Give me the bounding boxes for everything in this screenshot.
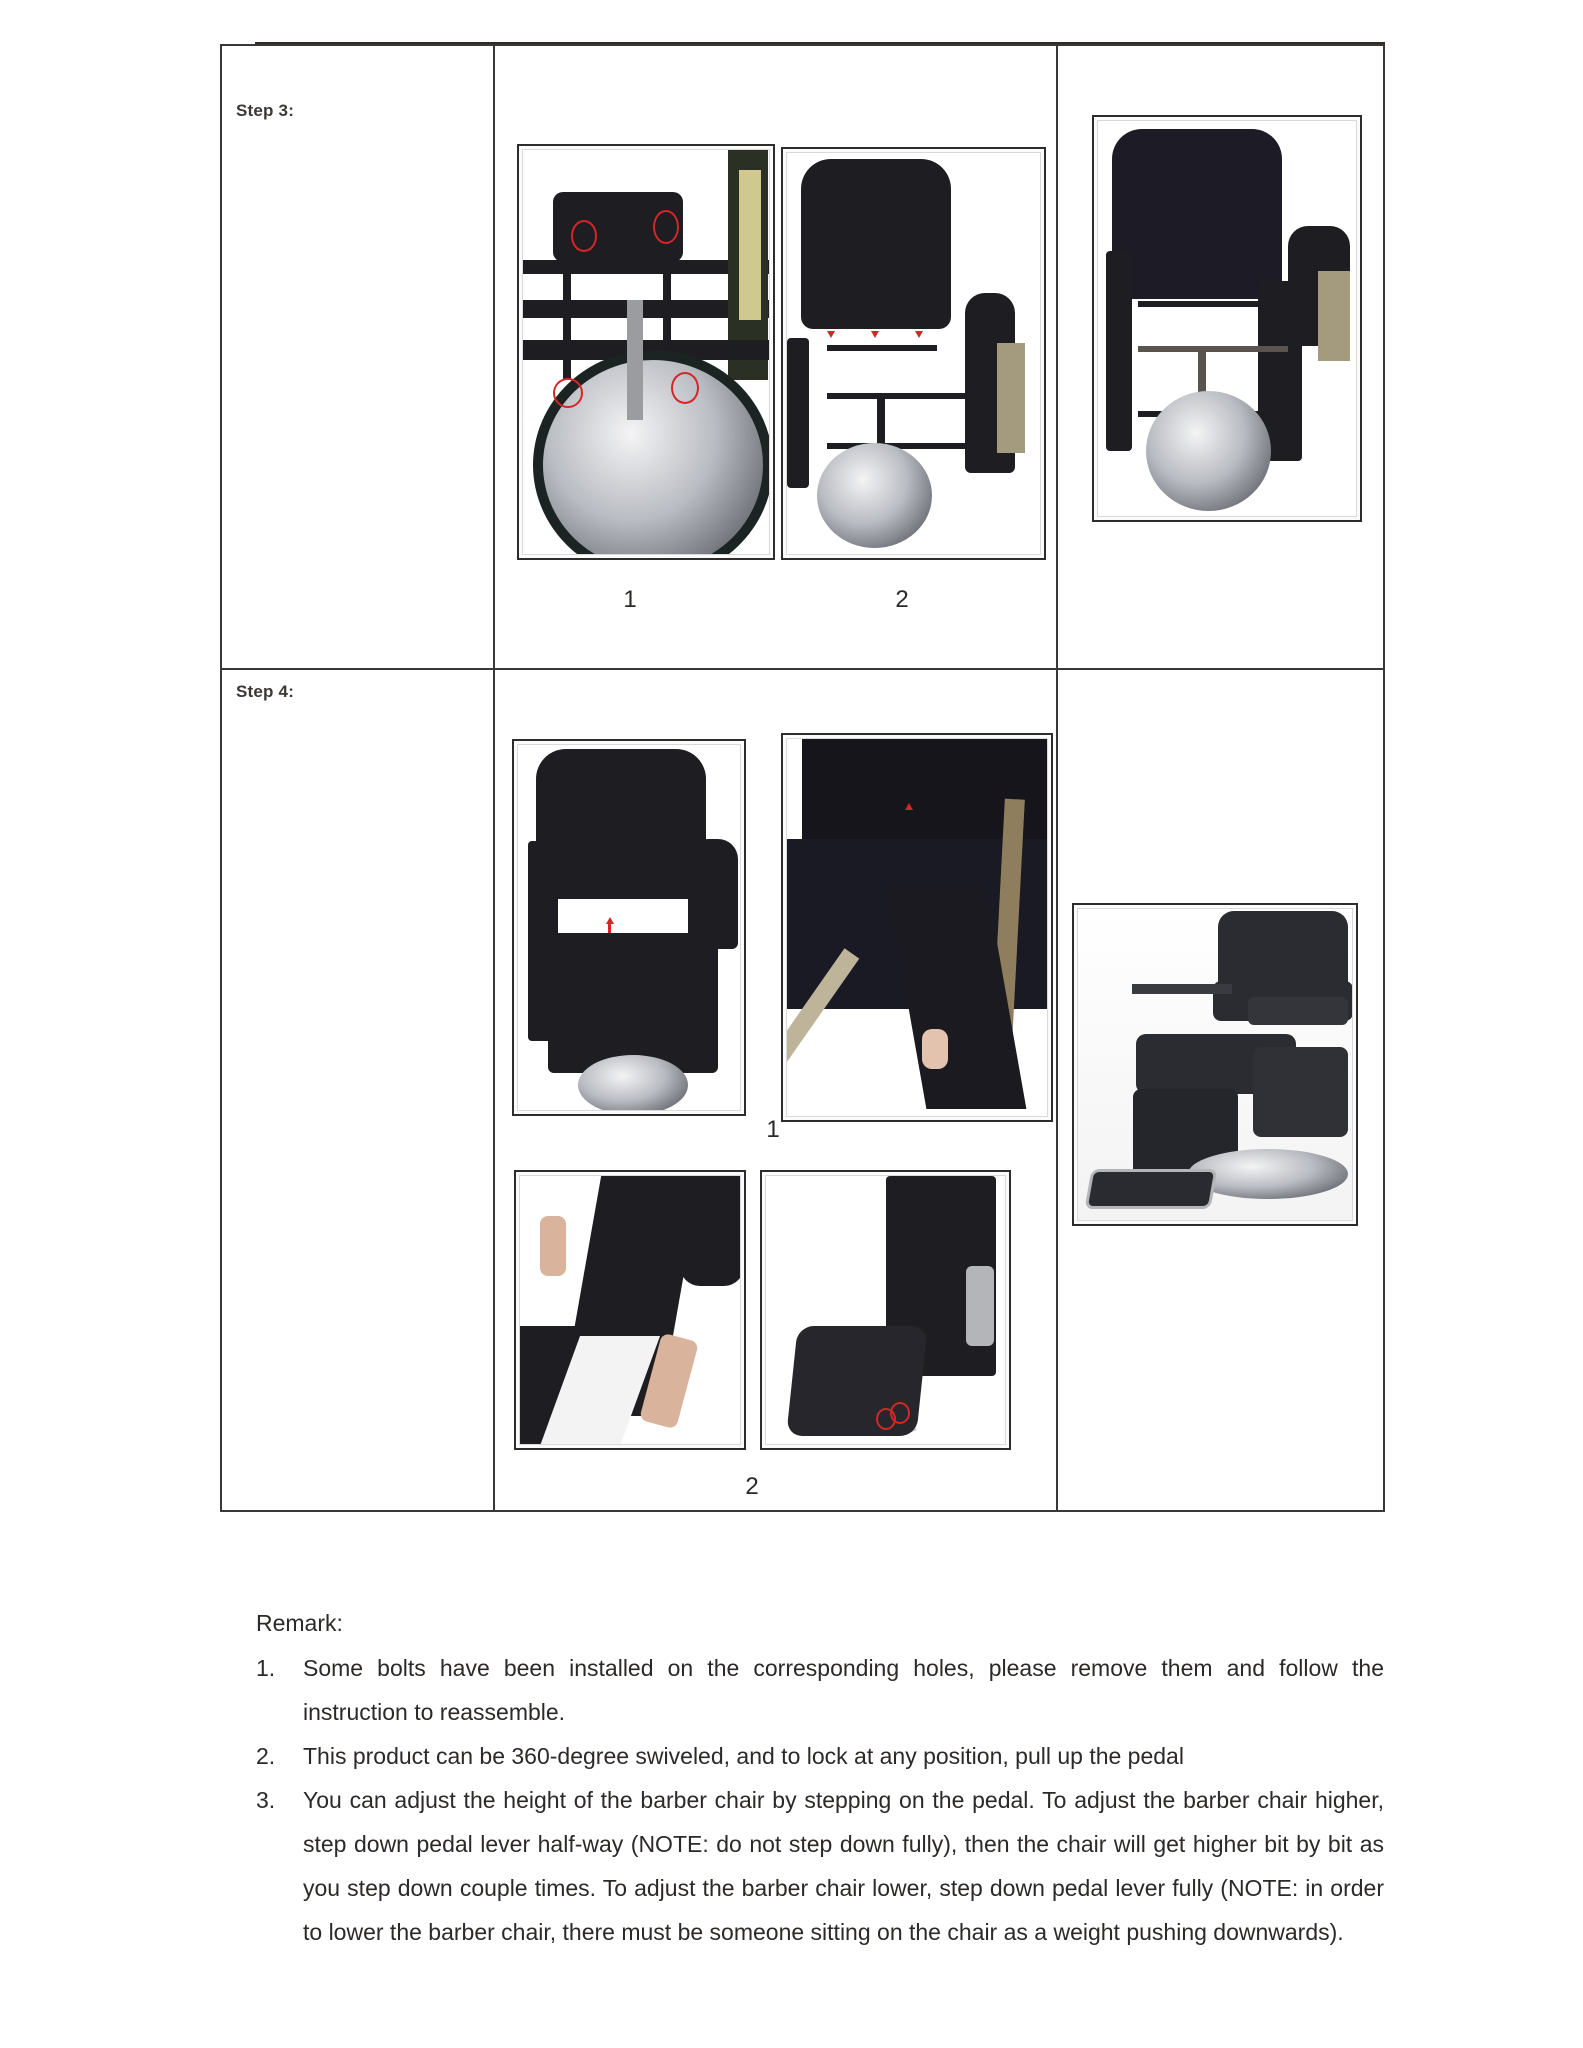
table-border-top	[221, 44, 1385, 46]
remark-number: 1.	[256, 1655, 276, 1681]
remark-text: You can adjust the height of the barber chair by stepping on the pedal. To adjust the barber chair higher, step down pedal lever half-way (NOTE: do not step down fully), then the chair will get higher bit by bit as you step down couple times. To adjust the barber chair lower, step down pedal lever fully (NOTE: in order to lower the barber chair, there must be someone sitting on the chair as a weight pushing downwards).	[303, 1787, 1384, 1945]
remark-item-2	[256, 1734, 1384, 1778]
step4-figure-number-2: 2	[745, 1473, 759, 1500]
column-divider-2	[1056, 44, 1058, 1512]
remark-number: 3.	[256, 1787, 276, 1813]
table-border-bottom	[221, 1510, 1385, 1512]
step-3-label: Step 3:	[236, 101, 295, 120]
column-divider-1	[493, 44, 495, 1512]
step4-photo-1b	[781, 733, 1053, 1122]
remark-item-1	[256, 1646, 1384, 1734]
step-4-label: Step 4:	[236, 682, 295, 701]
remark-item-3	[256, 1778, 1384, 1954]
table-border-right	[1383, 44, 1385, 1512]
step4-photo-2a	[514, 1170, 746, 1450]
step3-figure-number-1: 1	[623, 586, 637, 613]
step3-photo-result	[1092, 115, 1362, 522]
remark-text: This product can be 360-degree swiveled, and to lock at any position, pull up the pedal	[303, 1743, 1184, 1769]
row-divider	[221, 668, 1385, 670]
step4-photo-2b	[760, 1170, 1011, 1450]
remark-list	[256, 1646, 1384, 1954]
step3-photo-1	[517, 144, 775, 560]
table-border-left	[220, 44, 222, 1512]
step3-photo-2	[781, 147, 1046, 560]
remark-number: 2.	[256, 1743, 276, 1769]
step4-photo-result	[1072, 903, 1358, 1226]
remark-text: Some bolts have been installed on the corresponding holes, please remove them and follow the instruction to reassemble.	[303, 1655, 1384, 1725]
step4-figure-number-1: 1	[766, 1116, 780, 1143]
remark-title: Remark:	[256, 1610, 343, 1636]
step4-photo-1a	[512, 739, 746, 1116]
step3-figure-number-2: 2	[895, 586, 909, 613]
